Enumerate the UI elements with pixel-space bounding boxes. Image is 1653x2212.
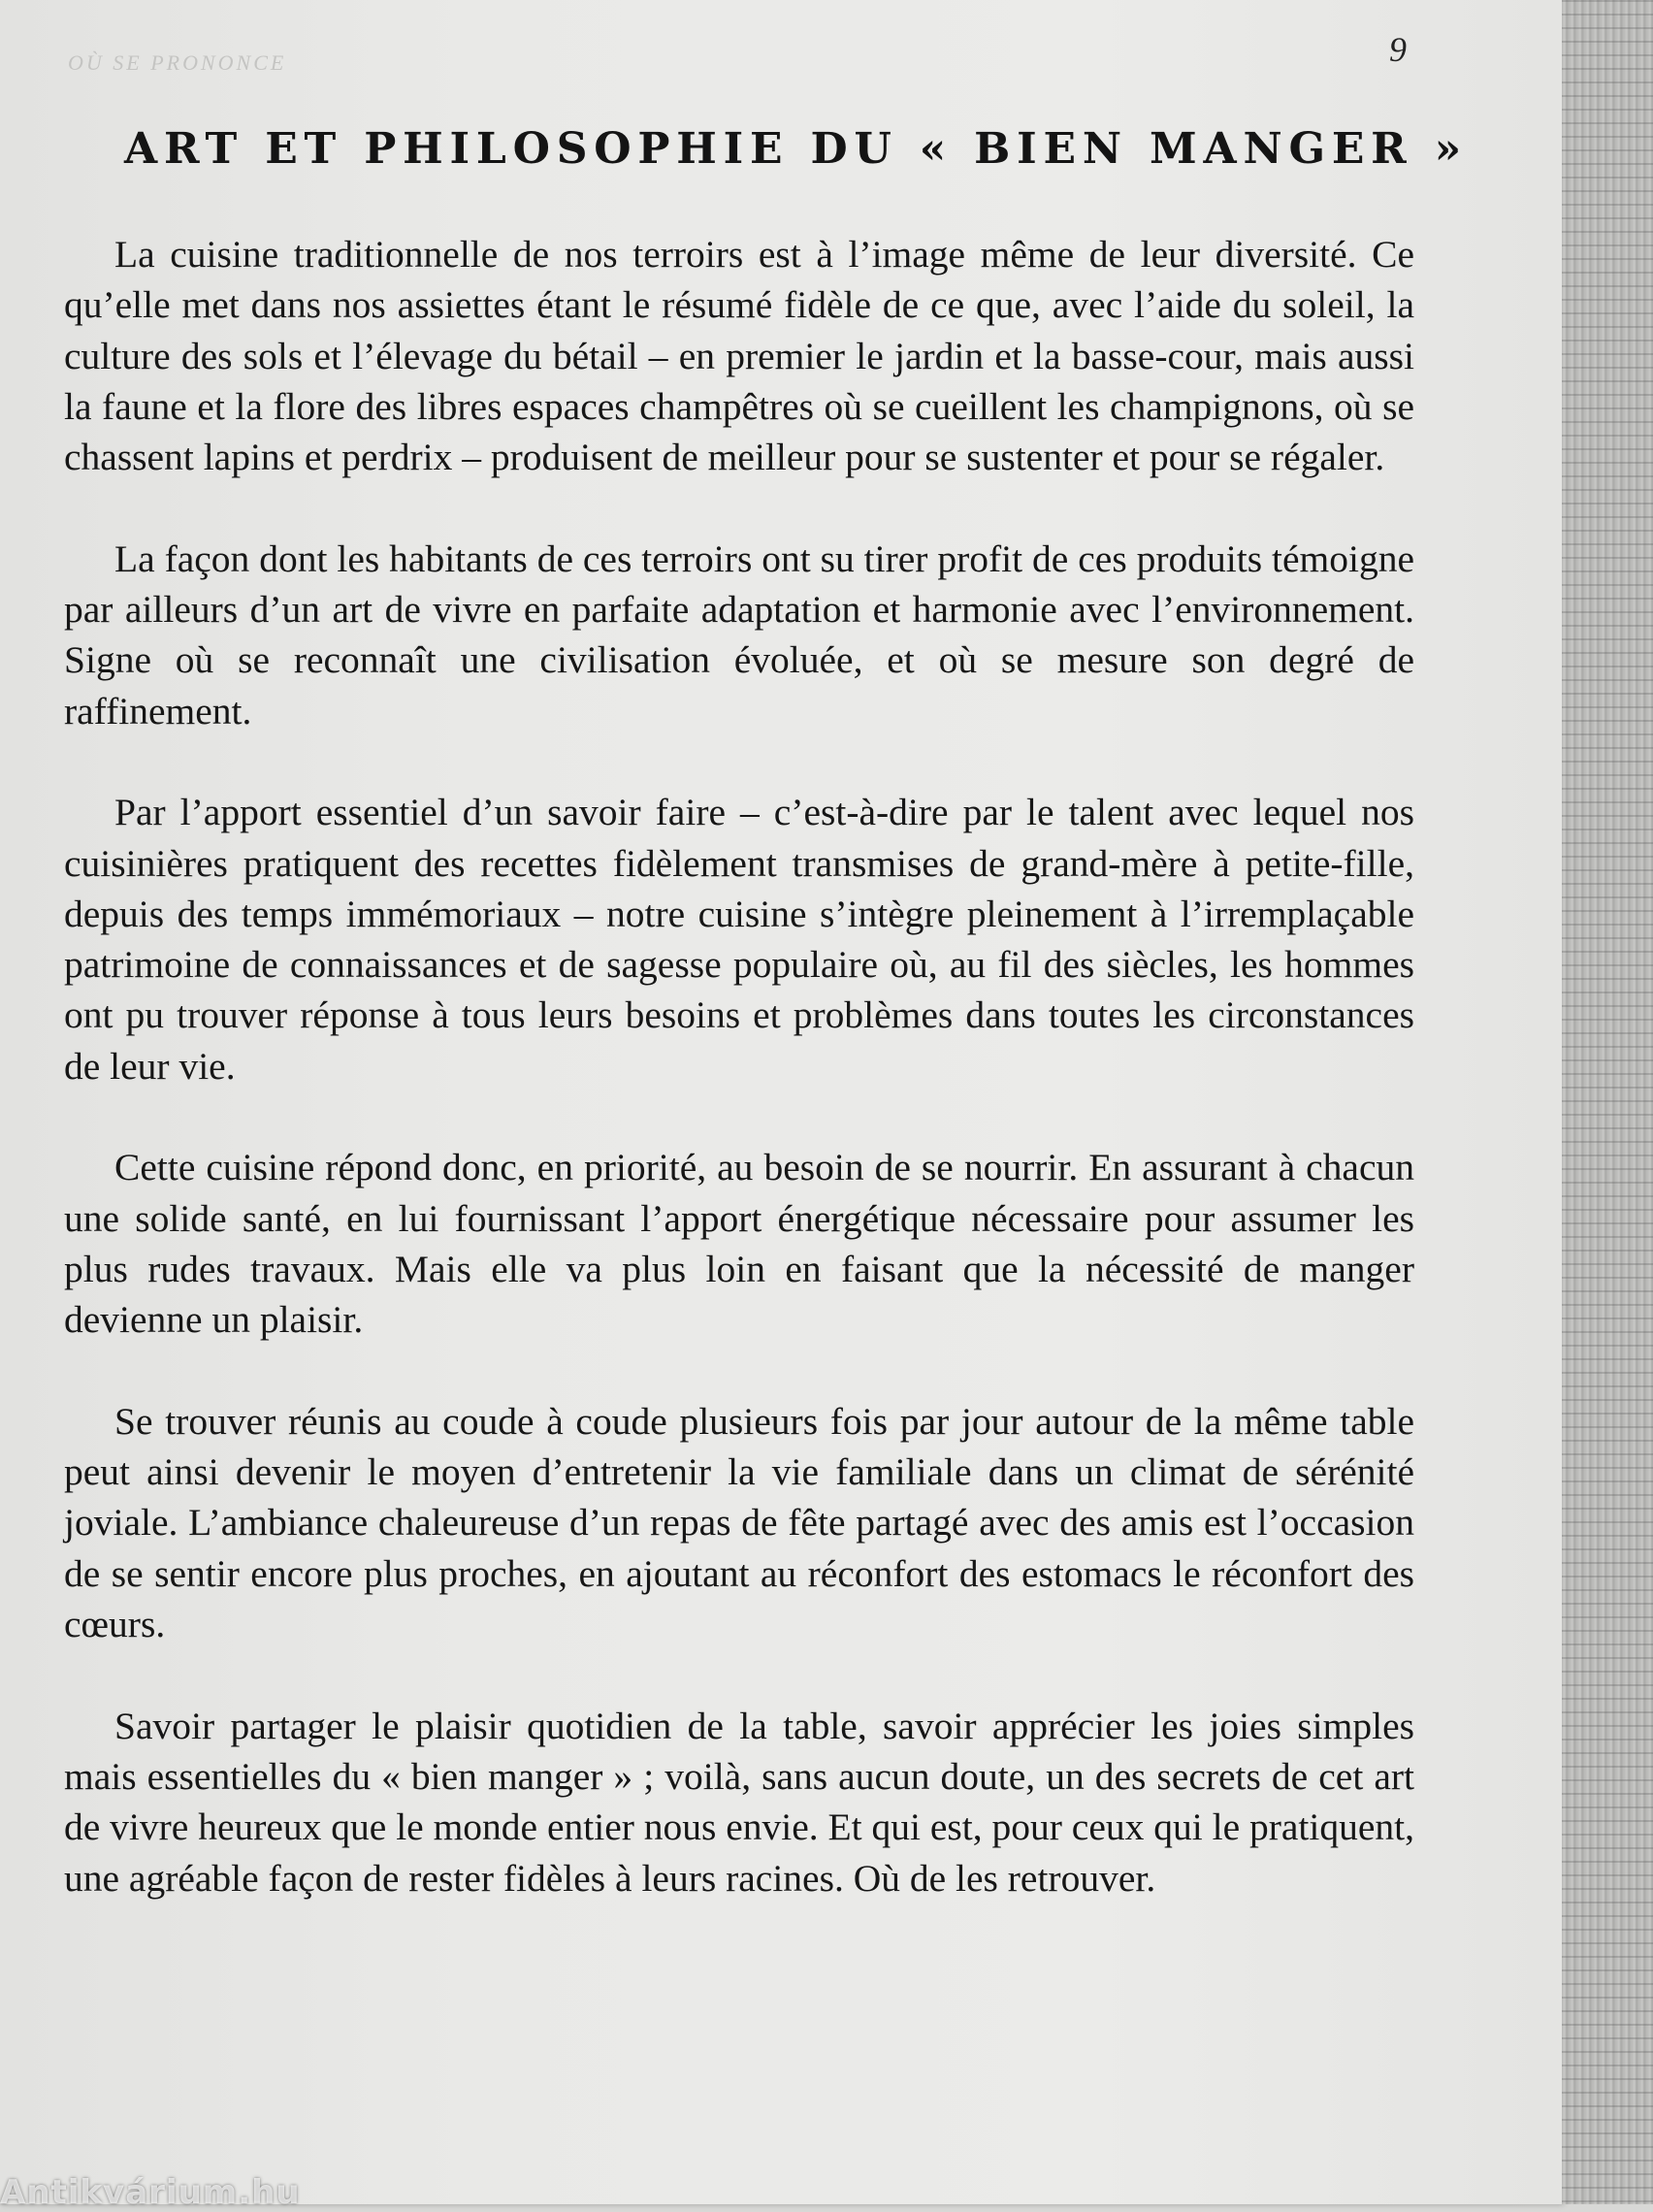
paragraph-6: Savoir partager le plaisir quotidien de la table, savoir apprécier les joies simples mais essentielles du « bien manger » ; voilà, sans aucun doute, un des secrets de cet art de vivre heureux que le monde entier nous envie. Et qui est, pour ceux qui le pratiquent, une agréable façon de rester fidèles à leurs racines. Où de les retrouver. <box>64 1704 1414 1900</box>
paragraph-3: Par l’apport essentiel d’un savoir faire – c’est-à-dire par le talent avec lequel nos cuisinières pratiquent des recettes fidèlement transmises de grand-mère à petite-fille, depuis des temps immémoriaux – notre cuisine s’intègre pleinement à l’irremplaçable patrimoine de connaissances et de sagesse populaire où, au fil des siècles, les hommes ont pu trouver réponse à tous leurs besoins et problèmes dans toutes les circonstances de leur vie. <box>64 791 1414 1088</box>
running-head: OÙ SE PRONONCE <box>68 50 287 75</box>
watermark: Antikvárium.hu <box>0 2173 301 2212</box>
body-text <box>64 229 1414 1903</box>
paragraph-2: La façon dont les habitants de ces terroirs ont su tirer profit de ces produits témoigne par ailleurs d’un art de vivre en parfaite adaptation et harmonie avec l’environnement. Signe où se reconnaît une civilisation évoluée, et où se mesure son degré de raffinement. <box>64 537 1414 732</box>
paragraph-5: Se trouver réunis au coude à coude plusieurs fois par jour autour de la même table peut ainsi devenir le moyen d’entretenir la vie familiale dans un climat de sérénité joviale. L’ambiance chaleureuse d’un repas de fête partagé avec des amis est l’occasion de se sentir encore plus proches, en ajoutant au réconfort des estomacs le réconfort des cœurs. <box>64 1399 1414 1646</box>
page-title: ART ET PHILOSOPHIE DU « BIEN MANGER » <box>124 124 1468 174</box>
page-number: 9 <box>1389 30 1407 69</box>
paragraph-1: La cuisine traditionnelle de nos terroirs est à l’image même de leur diversité. Ce qu’elle met dans nos assiettes étant le résumé fidèle de ce que, avec l’aide du soleil, la culture des sols et l’élevage du bétail – en premier le jardin et la basse-cour, mais aussi la faune et la flore des libres espaces champêtres où se cueillent les champignons, où se chassent lapins et perdrix – produisent de meilleur pour se sustenter et pour se régaler. <box>64 233 1414 479</box>
paragraph-4: Cette cuisine répond donc, en priorité, au besoin de se nourrir. En assurant à chacun une solide santé, en lui fournissant l’apport énergétique nécessaire pour assumer les plus rudes travaux. Mais elle va plus loin en faisant que la nécessité de manger devienne un plaisir. <box>64 1146 1414 1342</box>
page-stack-edge <box>1562 0 1653 2204</box>
